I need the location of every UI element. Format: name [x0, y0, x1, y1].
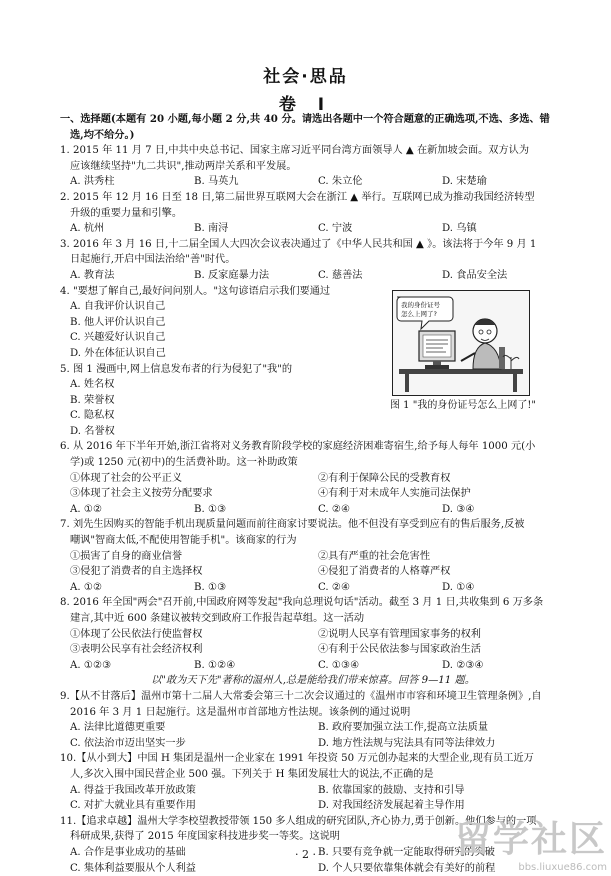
- q6-stem: 6. 从 2016 年下半年开始,浙江省将对义务教育阶段学校的家庭经济困难寄宿生,给予每人每年 1000 元(小: [60, 439, 566, 455]
- q10-option-c: C. 对扩大就业具有重要作用: [70, 798, 318, 814]
- q7-items: [60, 564, 566, 580]
- q8-items: [60, 627, 566, 643]
- q6-items: [60, 471, 566, 487]
- q4-q5-block: [60, 284, 566, 440]
- q10-option-b: B. 依靠国家的鼓励、支持和引导: [318, 783, 566, 799]
- q8-items: [60, 642, 566, 658]
- q7-item-4: ④侵犯了消费者的人格尊严权: [318, 564, 566, 580]
- q2-option-b: B. 南浔: [194, 221, 318, 237]
- figure-1-cartoon: [392, 290, 530, 396]
- paper-section-title: 卷 Ⅰ: [0, 90, 611, 115]
- q1-options: [60, 174, 566, 190]
- q5-option-c: C. 隐私权: [70, 408, 566, 424]
- watermark-url: bbs.liuxue86.com: [455, 862, 607, 873]
- page-number: · 2 ·: [0, 848, 611, 861]
- q6-options: [60, 502, 566, 518]
- q1-stem: 1. 2015 年 11 月 7 日,中共中央总书记、国家主席习近平同台湾方面领导人 ▲ 在新加坡会面。双方认为: [60, 143, 566, 159]
- q2-option-a: A. 杭州: [70, 221, 194, 237]
- q11-stem: 11.【追求卓越】温州大学李校望教授带领 150 多人组成的研究团队,齐心协力,勇于创新。他们参与的一项: [60, 814, 566, 830]
- q8-item-4: ④有利于公民依法参与国家政治生活: [318, 642, 566, 658]
- q2-options: [60, 221, 566, 237]
- q7-stem: 嘲讽"智商太低,不配使用智能手机"。该商家的行为: [60, 533, 566, 549]
- q3-option-c: C. 慈善法: [318, 268, 442, 284]
- q1-option-d: D. 宋楚瑜: [442, 174, 566, 190]
- q9-options: [60, 720, 566, 736]
- q11-option-c: C. 集体利益要服从个人利益: [70, 861, 318, 876]
- q6-items: [60, 486, 566, 502]
- q7-option-a: A. ①②: [70, 580, 194, 596]
- q2-option-d: D. 乌镇: [442, 221, 566, 237]
- q7-items: [60, 549, 566, 565]
- q5-option-b: B. 荣誉权: [70, 393, 566, 409]
- q2-stem: 2. 2015 年 12 月 16 日至 18 日,第二届世界互联网大会在浙江 ▲ 举行。互联网已成为推动我国经济转型: [60, 190, 566, 206]
- q10-stem: 10.【从小到大】中国 H 集团是温州一企业家在 1991 年投资 50 万元创办起来的大型企业,现有员工近万: [60, 751, 566, 767]
- q5-option-a: A. 姓名权: [70, 377, 566, 393]
- q6-option-d: D. ③④: [442, 502, 566, 518]
- q7-options: [60, 580, 566, 596]
- q8-option-c: C. ①③④: [318, 658, 442, 674]
- q9-option-d: D. 地方性法规与宪法具有同等法律效力: [318, 736, 566, 752]
- q7-item-2: ②具有严重的社会危害性: [318, 549, 566, 565]
- q2-stem: 升级的重要力量和引擎。: [60, 206, 566, 222]
- q9-options: [60, 736, 566, 752]
- q10-stem: 人,多次入围中国民营企业 500 强。下列关于 H 集团发展壮大的说法,不正确的是: [60, 767, 566, 783]
- q4-option-b: B. 他人评价认识自己: [70, 315, 566, 331]
- q7-item-3: ③侵犯了消费者的自主选择权: [70, 564, 318, 580]
- q11-option-a: A. 合作是事业成功的基础: [70, 845, 318, 861]
- q10-option-a: A. 得益于我国改革开放政策: [70, 783, 318, 799]
- watermark-logo-text: 留学社区: [455, 811, 607, 862]
- q4-option-c: C. 兴趣爱好认识自己: [70, 330, 566, 346]
- q3-stem: 3. 2016 年 3 月 16 日,十二届全国人大四次会议表决通过了《中华人民共和国 ▲ 》。该法将于今年 9 月 1: [60, 237, 566, 253]
- q9-stem: 2016 年 3 月 1 日起施行。这是温州市首部地方性法规。该条例的通过说明: [60, 705, 566, 721]
- q4-stem: 4. "要想了解自己,最好问问别人。"这句谚语启示我们要通过: [60, 284, 566, 300]
- q9-stem: 9.【从不甘落后】温州市第十二届人大常委会第三十二次会议通过的《温州市市容和环境卫生管理条例》,自: [60, 689, 566, 705]
- q7-item-1: ①损害了自身的商业信誉: [70, 549, 318, 565]
- q3-options: [60, 268, 566, 284]
- q6-item-4: ④有利于对未成年人实施司法保护: [318, 486, 566, 502]
- q6-option-b: B. ①③: [194, 502, 318, 518]
- q7-option-c: C. ②④: [318, 580, 442, 596]
- q5-stem: 5. 图 1 漫画中,网上信息发布者的行为侵犯了"我"的: [60, 362, 566, 378]
- q8-item-1: ①体现了公民依法行使监督权: [70, 627, 318, 643]
- q6-item-2: ②有利于保障公民的受教育权: [318, 471, 566, 487]
- q1-option-a: A. 洪秀柱: [70, 174, 194, 190]
- q8-option-b: B. ①②④: [194, 658, 318, 674]
- q5-option-d: D. 名誉权: [70, 424, 566, 440]
- q3-option-b: B. 反家庭暴力法: [194, 268, 318, 284]
- q6-stem: 学)或 1250 元(初中)的生活费补助。这一补助政策: [60, 455, 566, 471]
- q11-option-b: B. 只要有竞争就一定能取得研究的突破: [318, 845, 566, 861]
- q9-option-c: C. 依法治市迈出坚实一步: [70, 736, 318, 752]
- q6-item-1: ①体现了社会的公平正义: [70, 471, 318, 487]
- page-title: 社会·思品: [0, 62, 611, 87]
- bubble-text-line1: 我的身份证号: [401, 300, 441, 309]
- q3-stem: 日起施行,开启中国法治给"善"时代。: [60, 252, 566, 268]
- q6-item-3: ③体现了社会主义按劳分配要求: [70, 486, 318, 502]
- site-watermark: [455, 811, 607, 873]
- q7-option-d: D. ①④: [442, 580, 566, 596]
- q6-option-c: C. ②④: [318, 502, 442, 518]
- cartoon-illustration: [393, 291, 529, 395]
- section-intro-line: 选,均不给分。): [60, 128, 566, 144]
- q3-option-a: A. 教育法: [70, 268, 194, 284]
- q10-options: [60, 783, 566, 799]
- q7-option-b: B. ①③: [194, 580, 318, 596]
- q8-option-a: A. ①②③: [70, 658, 194, 674]
- q8-stem: 8. 2016 年全国"两会"召开前,中国政府网等发起"我向总理说句话"活动。截至 3 月 1 日,共收集到 6 万多条: [60, 595, 566, 611]
- figure-1-caption: 图 1 "我的身份证号怎么上网了!": [390, 398, 536, 414]
- q8-stem: 建言,其中近 600 条建议被转交到政府工作报告起草组。这一活动: [60, 611, 566, 627]
- q11-option-d: D. 个人只要依靠集体就会有美好的前程: [318, 861, 566, 876]
- q1-option-c: C. 朱立伦: [318, 174, 442, 190]
- q7-stem: 7. 刘先生因购买的智能手机出现质量问题而前往商家讨要说法。他不但没有享受到应有的售后服务,反被: [60, 517, 566, 533]
- q1-option-b: B. 马英九: [194, 174, 318, 190]
- q9-option-a: A. 法律比道德更重要: [70, 720, 318, 736]
- q2-option-c: C. 宁波: [318, 221, 442, 237]
- section-intro-line: 一、选择题(本题有 20 小题,每小题 2 分,共 40 分。请选出各题中一个符合题意的正确选项,不选、多选、错: [60, 112, 566, 128]
- q8-item-3: ③表明公民享有社会经济权利: [70, 642, 318, 658]
- q4-option-d: D. 外在体征认识自己: [70, 346, 566, 362]
- group-note: 以"敢为天下先"著称的温州人,总是能给我们带来惊喜。回答 9—11 题。: [60, 673, 566, 689]
- q8-item-2: ②说明人民享有管理国家事务的权利: [318, 627, 566, 643]
- q9-option-b: B. 政府要加强立法工作,提高立法质量: [318, 720, 566, 736]
- bubble-text-line2: 怎么上网了?: [401, 309, 437, 318]
- q1-stem: 应该继续坚持"九二共识",推动两岸关系和平发展。: [60, 159, 566, 175]
- q8-options: [60, 658, 566, 674]
- q10-option-d: D. 对我国经济发展起着主导作用: [318, 798, 566, 814]
- q6-option-a: A. ①②: [70, 502, 194, 518]
- q11-stem: 科研成果,获得了 2015 年度国家科技进步奖一等奖。这说明: [60, 829, 566, 845]
- q4-option-a: A. 自我评价认识自己: [70, 299, 566, 315]
- question-content: [60, 112, 566, 876]
- q8-option-d: D. ②③④: [442, 658, 566, 674]
- q3-option-d: D. 食品安全法: [442, 268, 566, 284]
